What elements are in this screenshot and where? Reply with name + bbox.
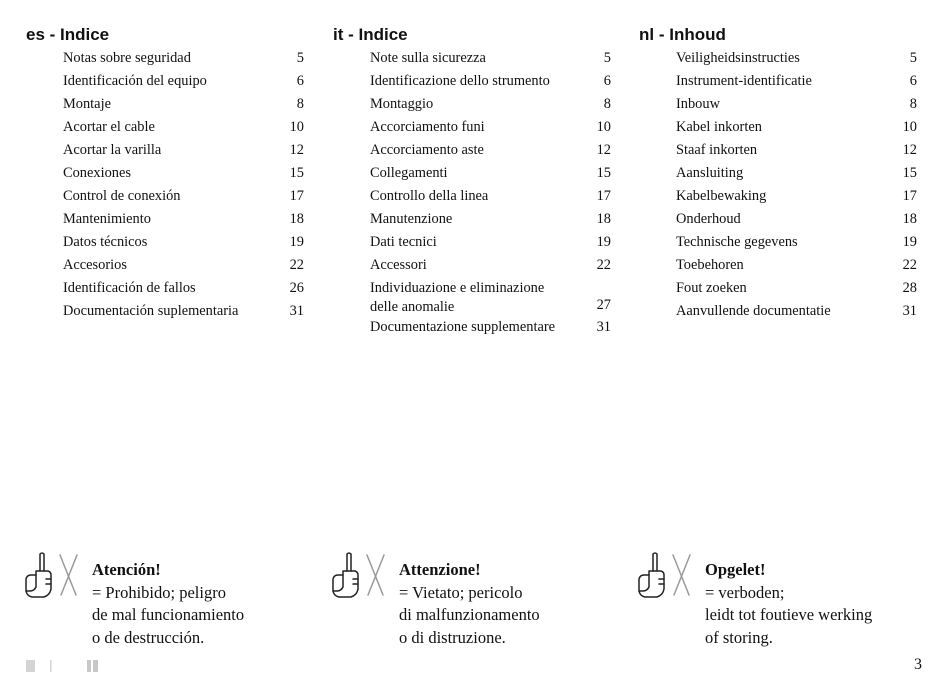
toc-entry <box>26 139 306 162</box>
toc-entry-label: Datos técnicos <box>63 234 148 250</box>
toc-entry <box>639 254 919 277</box>
toc-entry-page: 18 <box>596 211 611 227</box>
toc-entry <box>333 254 613 277</box>
toc-column-it <box>333 22 613 339</box>
toc-entry-page: 5 <box>909 50 917 66</box>
toc-entry-page: 17 <box>596 188 611 204</box>
toc-entry-label: Individuazione e eliminazione delle anomalie <box>370 280 545 315</box>
warning-line: of storing. <box>705 627 773 647</box>
toc-entry <box>26 231 306 254</box>
toc-entry-page: 28 <box>902 280 917 296</box>
toc-entry-label: Acortar la varilla <box>63 142 162 158</box>
toc-entry-page: 12 <box>289 142 304 158</box>
page-number: 3 <box>914 656 922 673</box>
toc-entry <box>639 70 919 93</box>
warning-line: o di distruzione. <box>399 627 506 647</box>
toc-entry <box>333 70 613 93</box>
toc-entry <box>639 162 919 185</box>
toc-entry-page: 27 <box>596 297 611 313</box>
toc-entry-label: Toebehoren <box>676 257 744 273</box>
toc-entry <box>26 254 306 277</box>
toc-entry-page: 15 <box>289 165 304 181</box>
toc-entry-page: 5 <box>296 50 304 66</box>
toc-entry-label: Instrument-identificatie <box>676 73 812 89</box>
toc-entry-label: Identificazione dello strumento <box>370 73 550 89</box>
toc-entry-page: 31 <box>289 303 304 319</box>
toc-entry <box>333 139 613 162</box>
warning-text <box>399 559 540 649</box>
toc-list-it <box>333 47 613 339</box>
toc-entry <box>333 47 613 70</box>
toc-entry <box>639 185 919 208</box>
warning-line: = verboden; <box>705 582 785 602</box>
toc-entry <box>639 300 919 323</box>
toc-entry-label: Dati tecnici <box>370 234 437 250</box>
warning-line: leidt tot foutieve werking <box>705 605 873 624</box>
toc-entry-page: 22 <box>289 257 304 273</box>
toc-entry-page: 8 <box>296 96 304 112</box>
toc-entry-page: 31 <box>902 303 917 319</box>
toc-entry-page: 12 <box>902 142 917 158</box>
toc-entry <box>26 185 306 208</box>
toc-entry <box>333 231 613 254</box>
toc-entry-label: Note sulla sicurezza <box>370 50 486 66</box>
toc-entry-label: Aanvullende documentatie <box>676 303 831 319</box>
toc-entry-page: 22 <box>902 257 917 273</box>
warning-title: Atención! <box>92 560 161 579</box>
toc-entry-page: 31 <box>596 319 611 335</box>
pointing-hand-prohibited-icon <box>331 551 391 601</box>
toc-entry-page: 6 <box>603 73 611 89</box>
toc-entry <box>26 208 306 231</box>
toc-entry-label: Inbouw <box>676 96 720 112</box>
toc-entry-page: 5 <box>603 50 611 66</box>
toc-entry <box>26 162 306 185</box>
toc-column-nl <box>639 22 919 323</box>
warning-note-nl <box>637 551 927 651</box>
toc-entry-page: 15 <box>902 165 917 181</box>
toc-entry <box>333 162 613 185</box>
toc-entry-label: Control de conexión <box>63 188 181 204</box>
toc-entry-label: Identificación del equipo <box>63 73 207 89</box>
toc-entry <box>26 70 306 93</box>
toc-entry <box>639 277 919 300</box>
toc-entry <box>639 116 919 139</box>
toc-entry-label: Collegamenti <box>370 165 448 181</box>
toc-entry-label: Controllo della linea <box>370 188 489 204</box>
toc-column-es <box>26 22 306 323</box>
toc-entry-page: 26 <box>289 280 304 296</box>
toc-entry-label: Staaf inkorten <box>676 142 758 158</box>
toc-entry-page: 15 <box>596 165 611 181</box>
toc-list-nl <box>639 47 919 323</box>
toc-entry-page: 12 <box>596 142 611 158</box>
toc-entry-page: 22 <box>596 257 611 273</box>
warning-line: = Prohibido; peligro <box>92 582 226 602</box>
toc-entry <box>639 47 919 70</box>
toc-entry <box>333 316 613 339</box>
toc-title-es: es - Indice <box>26 25 110 44</box>
toc-entry-page: 17 <box>289 188 304 204</box>
toc-entry-page: 19 <box>289 234 304 250</box>
toc-entry-label: Notas sobre seguridad <box>63 50 191 66</box>
toc-entry-label: Kabel inkorten <box>676 119 762 135</box>
warning-line: = Vietato; pericolo <box>399 582 523 602</box>
toc-entry-label: Fout zoeken <box>676 280 747 296</box>
footer-registration-marks <box>26 659 106 673</box>
toc-entry <box>333 185 613 208</box>
toc-entry-label: Accessori <box>370 257 427 273</box>
toc-entry-page: 10 <box>596 119 611 135</box>
toc-entry-label: Manutenzione <box>370 211 453 227</box>
toc-entry-page: 8 <box>909 96 917 112</box>
warning-title: Opgelet! <box>705 560 766 579</box>
toc-entry <box>26 277 306 300</box>
toc-entry-page: 18 <box>289 211 304 227</box>
warning-line: di malfunzionamento <box>399 605 540 624</box>
toc-entry-label: Accorciamento aste <box>370 142 484 158</box>
warning-text <box>705 559 872 649</box>
toc-entry-label: Identificación de fallos <box>63 280 196 296</box>
warning-note-it <box>331 551 621 651</box>
toc-entry-page: 6 <box>296 73 304 89</box>
toc-entry-page: 6 <box>909 73 917 89</box>
toc-entry-label: Accorciamento funi <box>370 119 485 135</box>
toc-entry-page: 10 <box>902 119 917 135</box>
toc-entry-label: Acortar el cable <box>63 119 155 135</box>
toc-entry <box>639 139 919 162</box>
warning-line: o de destrucción. <box>92 627 205 647</box>
toc-entry-page: 19 <box>902 234 917 250</box>
toc-entry <box>26 116 306 139</box>
pointing-hand-prohibited-icon <box>637 551 697 601</box>
toc-entry-page: 8 <box>603 96 611 112</box>
toc-entry <box>333 277 613 316</box>
toc-entry-page: 17 <box>902 188 917 204</box>
toc-entry-page: 10 <box>289 119 304 135</box>
toc-entry-label: Onderhoud <box>676 211 741 227</box>
warning-text <box>92 559 244 649</box>
toc-entry-label: Montaje <box>63 96 111 112</box>
toc-entry <box>26 47 306 70</box>
toc-title-it: it - Indice <box>333 25 408 44</box>
toc-entry <box>333 116 613 139</box>
toc-entry-label: Technische gegevens <box>676 234 798 250</box>
toc-entry-label: Conexiones <box>63 165 131 181</box>
toc-entry-page: 18 <box>902 211 917 227</box>
toc-entry <box>26 300 306 323</box>
toc-entry <box>639 93 919 116</box>
toc-entry-label: Kabelbewaking <box>676 188 767 204</box>
toc-entry-label: Aansluiting <box>676 165 744 181</box>
toc-entry-label: Mantenimiento <box>63 211 151 227</box>
toc-entry <box>333 93 613 116</box>
toc-title-nl: nl - Inhoud <box>639 25 726 44</box>
warning-note-es <box>24 551 314 651</box>
toc-entry-label: Montaggio <box>370 96 434 112</box>
toc-entry-label: Documentazione supplementare <box>370 319 556 335</box>
toc-entry-page: 19 <box>596 234 611 250</box>
toc-entry-label: Accesorios <box>63 257 127 273</box>
toc-entry <box>639 231 919 254</box>
toc-entry <box>639 208 919 231</box>
toc-entry-label: Veiligheidsinstructies <box>676 50 800 66</box>
toc-list-es <box>26 47 306 323</box>
pointing-hand-prohibited-icon <box>24 551 84 601</box>
toc-entry <box>26 93 306 116</box>
warning-title: Attenzione! <box>399 560 481 579</box>
warning-line: de mal funcionamiento <box>92 605 245 624</box>
toc-entry-label: Documentación suplementaria <box>63 303 239 319</box>
toc-entry <box>333 208 613 231</box>
